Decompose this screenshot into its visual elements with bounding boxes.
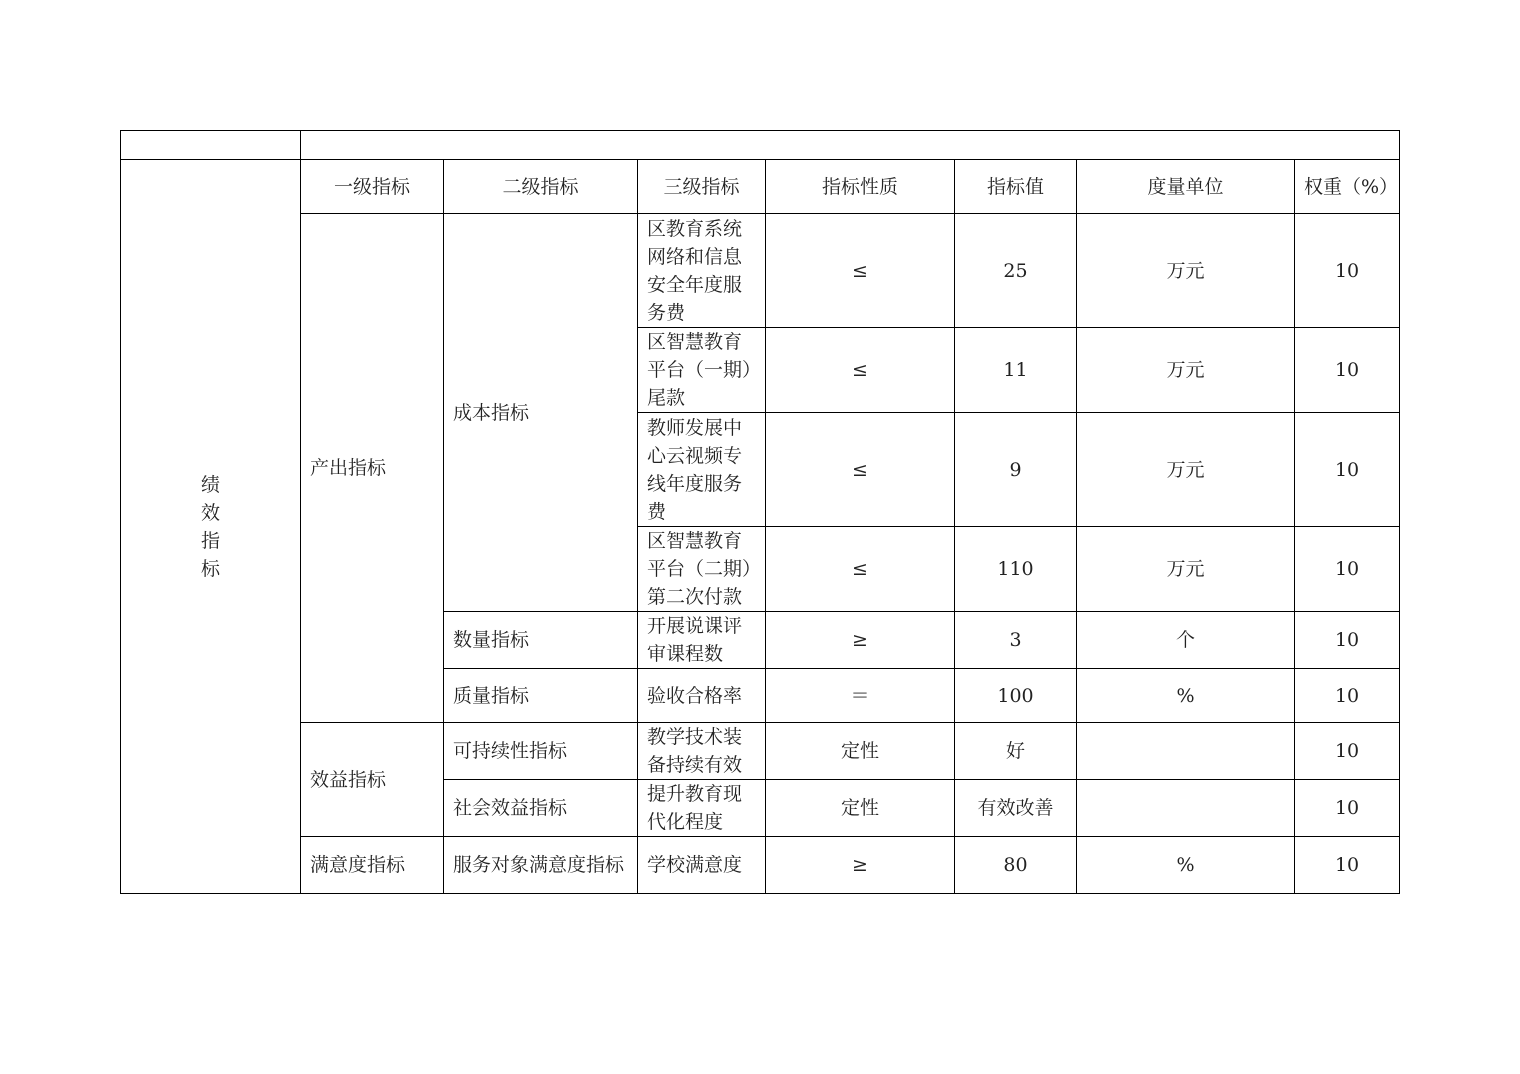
table-header-row (121, 160, 1400, 214)
unit-cell: 万元 (1077, 413, 1295, 527)
value-cell: 9 (955, 413, 1077, 527)
nature-cell: 定性 (766, 723, 955, 780)
unit-cell: 万元 (1077, 328, 1295, 413)
level2-social: 社会效益指标 (444, 780, 638, 837)
value-cell: 80 (955, 837, 1077, 894)
weight-cell: 10 (1295, 413, 1400, 527)
side-label-char: 效 (200, 501, 220, 524)
level3-name: 教学技术装备持续有效 (638, 723, 766, 780)
level2-cost: 成本指标 (444, 214, 638, 612)
level3-name: 验收合格率 (638, 669, 766, 723)
level2-sustainable: 可持续性指标 (444, 723, 638, 780)
weight-cell: 10 (1295, 214, 1400, 328)
level3-name: 区智慧教育平台（一期）尾款 (638, 328, 766, 413)
level3-name: 开展说课评审课程数 (638, 612, 766, 669)
weight-cell: 10 (1295, 612, 1400, 669)
header-level2: 二级指标 (444, 160, 638, 214)
level2-quality: 质量指标 (444, 669, 638, 723)
nature-cell: ≥ (766, 612, 955, 669)
table-row (121, 723, 1400, 780)
weight-cell: 10 (1295, 723, 1400, 780)
unit-cell: % (1077, 837, 1295, 894)
value-cell: 11 (955, 328, 1077, 413)
value-cell: 25 (955, 214, 1077, 328)
weight-cell: 10 (1295, 837, 1400, 894)
level3-name: 学校满意度 (638, 837, 766, 894)
table-cell-empty (121, 131, 301, 160)
unit-cell (1077, 780, 1295, 837)
level1-satisfaction: 满意度指标 (301, 837, 444, 894)
value-cell: 好 (955, 723, 1077, 780)
level3-name: 提升教育现代化程度 (638, 780, 766, 837)
level3-name: 区智慧教育平台（二期）第二次付款 (638, 527, 766, 612)
header-unit: 度量单位 (1077, 160, 1295, 214)
value-cell: 100 (955, 669, 1077, 723)
side-label-char: 标 (200, 557, 220, 580)
level1-benefit: 效益指标 (301, 723, 444, 837)
nature-cell: ≤ (766, 328, 955, 413)
nature-cell: ＝ (766, 669, 955, 723)
header-nature: 指标性质 (766, 160, 955, 214)
unit-cell: % (1077, 669, 1295, 723)
level1-output: 产出指标 (301, 214, 444, 723)
nature-cell: 定性 (766, 780, 955, 837)
nature-cell: ≤ (766, 413, 955, 527)
header-level3: 三级指标 (638, 160, 766, 214)
nature-cell: ≥ (766, 837, 955, 894)
weight-cell: 10 (1295, 527, 1400, 612)
level3-name: 区教育系统网络和信息安全年度服务费 (638, 214, 766, 328)
nature-cell: ≤ (766, 527, 955, 612)
header-level1: 一级指标 (301, 160, 444, 214)
weight-cell: 10 (1295, 669, 1400, 723)
weight-cell: 10 (1295, 780, 1400, 837)
side-label-performance (121, 160, 301, 894)
table-top-row (121, 131, 1400, 160)
table-row (121, 837, 1400, 894)
side-label-char: 指 (200, 529, 220, 552)
weight-cell: 10 (1295, 328, 1400, 413)
table-cell-empty (301, 131, 1400, 160)
level2-service: 服务对象满意度指标 (444, 837, 638, 894)
header-weight: 权重（%） (1295, 160, 1400, 214)
value-cell: 有效改善 (955, 780, 1077, 837)
header-value: 指标值 (955, 160, 1077, 214)
level3-name: 教师发展中心云视频专线年度服务费 (638, 413, 766, 527)
unit-cell: 万元 (1077, 214, 1295, 328)
level2-quantity: 数量指标 (444, 612, 638, 669)
unit-cell (1077, 723, 1295, 780)
value-cell: 110 (955, 527, 1077, 612)
unit-cell: 个 (1077, 612, 1295, 669)
value-cell: 3 (955, 612, 1077, 669)
unit-cell: 万元 (1077, 527, 1295, 612)
performance-indicator-table (120, 130, 1400, 894)
nature-cell: ≤ (766, 214, 955, 328)
side-label-char: 绩 (200, 473, 220, 496)
table-row (121, 214, 1400, 328)
